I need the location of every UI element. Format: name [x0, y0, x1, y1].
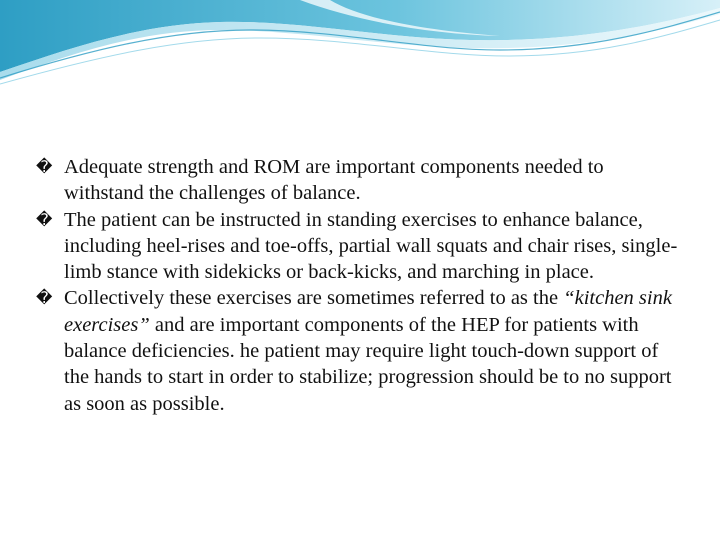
bullet-text: The patient can be instructed in standing exercises to enhance balance, including heel-rises and toe-offs, partial wall squats and chair rises, single-limb stance with sidekicks or back-kicks, and marching in place. — [64, 208, 678, 284]
bullet-text-emphasis: “kitchen sink exercises” — [64, 287, 672, 336]
bullet-item — [36, 207, 686, 286]
bullet-list — [36, 154, 686, 417]
bullet-item — [36, 154, 686, 207]
bullet-marker-icon: � — [36, 157, 53, 176]
bullet-text-start: Collectively these exercises are sometimes referred to as the — [64, 287, 564, 310]
bullet-marker-icon: � — [36, 288, 53, 308]
bullet-text-end: and are important components of the HEP for patients with balance deficiencies. he patient may require light touch-down support of the hands to start in order to stabilize; progression should be to no support as soon as possible. — [64, 313, 672, 415]
bullet-text: Adequate strength and ROM are important components needed to withstand the challenges of balance. — [64, 156, 604, 205]
decorative-wave-header — [0, 0, 720, 90]
bullet-item — [36, 285, 686, 416]
bullet-marker-icon: � — [36, 209, 53, 229]
